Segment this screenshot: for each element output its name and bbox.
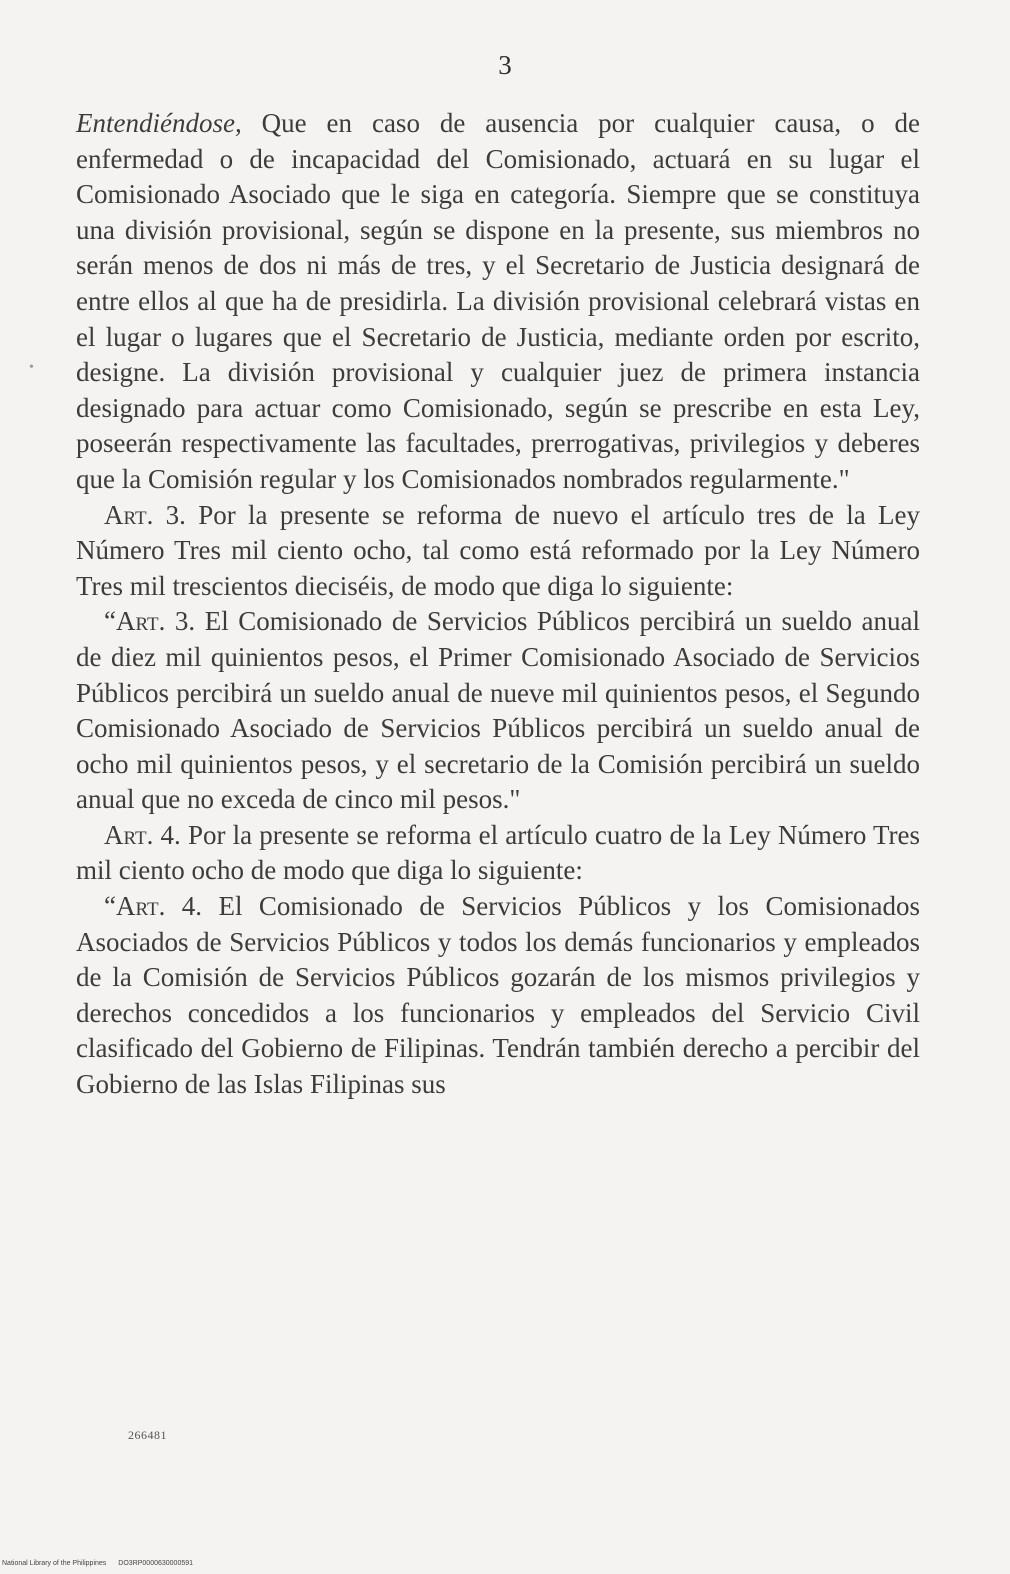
footer-credit [2, 1560, 193, 1567]
library-credit: National Library of the Philippines [2, 1560, 107, 1567]
paragraph-art-4-amendment [76, 818, 920, 889]
paragraph-art-3-amendment [76, 498, 920, 605]
paragraph-proviso [76, 106, 920, 498]
article-heading: Art. 3. [104, 499, 186, 530]
print-code: 266481 [128, 1428, 167, 1442]
document-body [76, 106, 920, 1103]
proviso-text: Que en caso de ausencia por cualquier causa, o de enfermedad o de incapacidad del Comisionado, actuará en su lugar el Comisionado Asociado que le siga en categoría. Siempre que se constituya una división provisional, según se dispone en la presente, sus miembros no serán menos de dos ni más de tres, y el Secretario de Justicia designará de entre ellos al que ha de presidirla. La división provisional celebrará vistas en el lugar o lugares que el Secretario de Justicia, mediante orden por escrito, designe. La división provisional y cualquier juez de primera instancia designado para actuar como Comisionado, según se prescribe en esta Ley, poseerán respectivamente las facultades, prerrogativas, privilegios y deberes que la Comisión regular y los Comisionados nombrados regularmente." [76, 108, 920, 494]
paragraph-text: El Comisionado de Servicios Públicos y los Comisionados Asociados de Servicios Públicos y todos los demás funcionarios y empleados de la Comisión de Servicios Públicos gozarán de los mismos privilegios y derechos concedidos a los funcionarios y empleados del Servicio Civil clasificado del Gobierno de Filipinas. Tendrán también derecho a percibir del Gobierno de las Islas Filipinas sus [76, 891, 921, 1100]
margin-mark: • [29, 360, 34, 375]
paragraph-text: Por la presente se reforma de nuevo el artículo tres de la Ley Número Tres mil ciento ocho, tal como está reformado por la Ley Número Tres mil trescientos dieciséis, de modo que diga lo siguiente: [76, 499, 920, 601]
article-heading: Art. 4. [115, 891, 203, 922]
page-number: 3 [498, 50, 512, 80]
proviso-lead: Entendiéndose, [76, 108, 242, 138]
article-heading: Art. 3. [115, 606, 196, 637]
open-quote: “ [104, 891, 116, 922]
open-quote: “ [104, 606, 116, 637]
paragraph-text: El Comisionado de Servicios Públicos percibirá un sueldo anual de diez mil quinientos pesos, el Primer Comisionado Asociado de Servicios Públicos percibirá un sueldo anual de nueve mil quinientos pesos, el Segundo Comisionado Asociado de Servicios Públicos percibirá un sueldo anual de ocho mil quinientos pesos, y el secretario de la Comisión percibirá un sueldo anual que no exceda de cinco mil pesos." [76, 606, 920, 815]
paragraph-art-3-text [76, 604, 920, 818]
paragraph-text: Por la presente se reforma el artículo cuatro de la Ley Número Tres mil ciento ocho de modo que diga lo siguiente: [76, 819, 921, 886]
article-heading: Art. 4. [104, 819, 181, 850]
paragraph-art-4-text [76, 889, 920, 1103]
document-code: DO3RP0000630000591 [118, 1560, 194, 1567]
